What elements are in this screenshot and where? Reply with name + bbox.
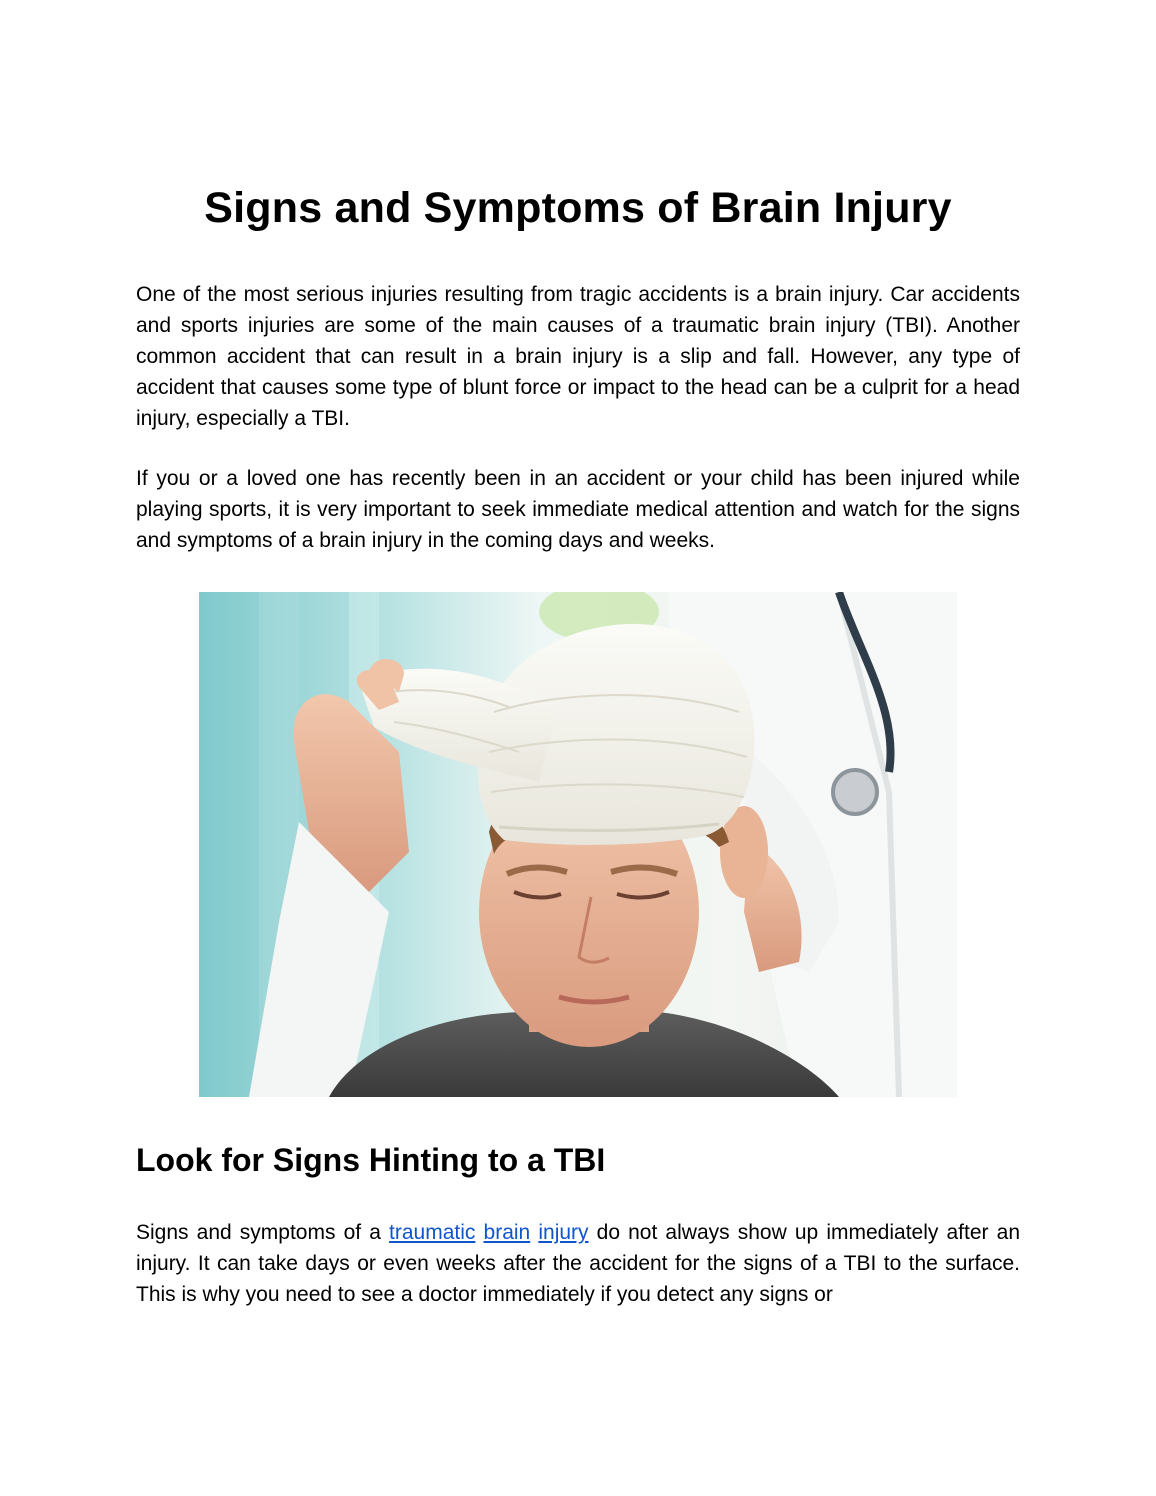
section-heading: Look for Signs Hinting to a TBI: [136, 1142, 606, 1178]
signs-paragraph-start: Signs and symptoms of a: [136, 1221, 390, 1244]
intro-paragraph: One of the most serious injuries resulting from tragic accidents is a brain injury. Car accidents and sports injuries are some of the main causes of a traumatic brain injury (TBI). Another common accident that can result in a brain injury is a slip and fall. However, any type of accident that causes some type of blunt force or impact to the head can be a culprit for a head injury, especially a TBI.: [136, 283, 1020, 430]
bandaged-head-illustration: [199, 592, 957, 1097]
advice-paragraph: If you or a loved one has recently been in an accident or your child has been injured while playing sports, it is very important to seek immediate medical attention and watch for the signs and symptoms of a brain injury in the coming days and weeks.: [136, 467, 1020, 552]
page-title: Signs and Symptoms of Brain Injury: [204, 184, 952, 232]
link-brain[interactable]: brain: [483, 1221, 531, 1244]
signs-paragraph: [136, 1217, 1020, 1310]
link-traumatic[interactable]: traumatic: [389, 1221, 476, 1244]
bandaged-head-photo: [199, 592, 957, 1097]
signs-paragraph-rest: do not always show up immediately after an injury. It can take days or even weeks after the accident for the signs of a TBI to the surface. This is why you need to see a doctor immediately if you detect any signs or: [136, 1221, 1020, 1306]
link-injury[interactable]: injury: [538, 1221, 589, 1244]
